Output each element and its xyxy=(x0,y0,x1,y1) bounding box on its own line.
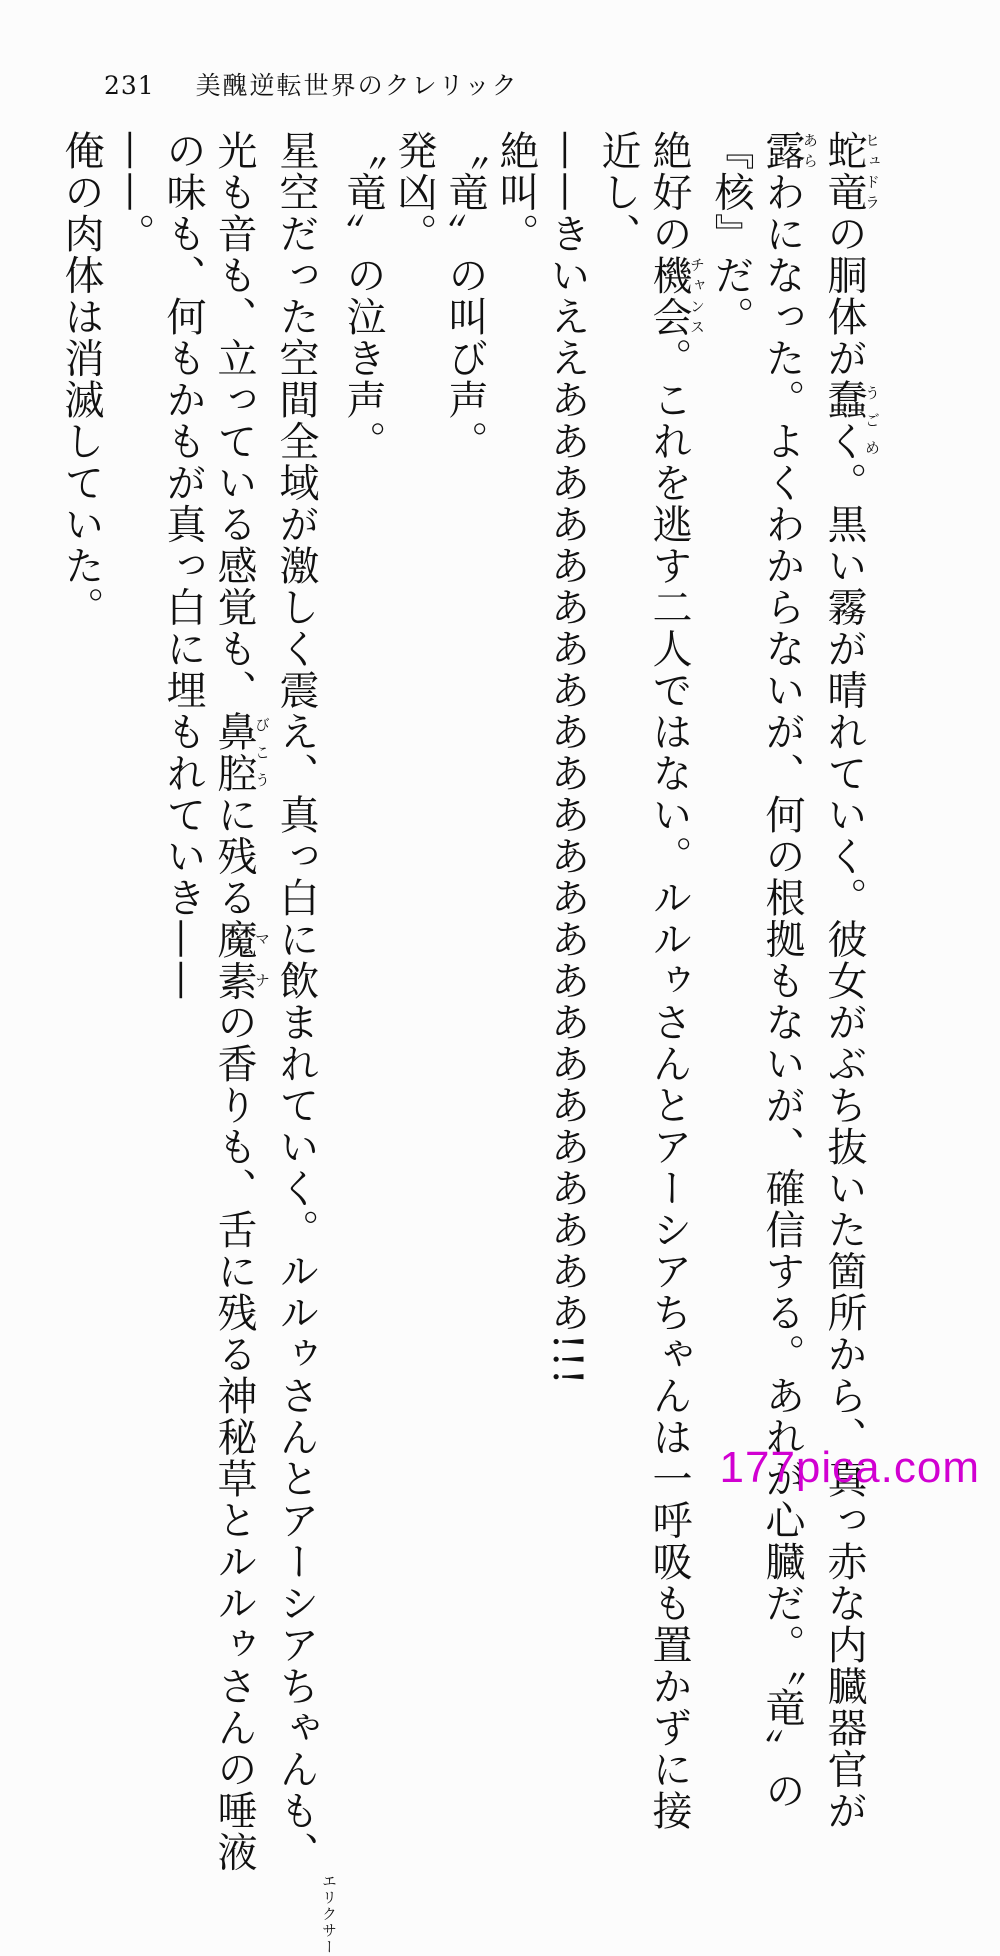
watermark: 177pica.com xyxy=(719,1443,980,1492)
paragraph-8-end: ——。 xyxy=(109,130,155,255)
paragraph-4: 絶叫。 xyxy=(493,130,539,255)
page-header xyxy=(104,66,519,106)
page-number: 231 xyxy=(104,71,155,100)
paragraph-1-cont: 露あらわになった。よくわからないが、何の根拠もないが、確信する。あれが心臓だ。〝竜〟の xyxy=(759,130,819,1812)
ruby-ugome: 蠢くうごめ xyxy=(821,379,881,462)
paragraph-2: 絶好の機会チャンス。これを逃す二人ではない。ルルゥさんとアーシアちゃんは一呼吸も置かずに接 xyxy=(646,130,706,1832)
book-title: 美醜逆転世界のクレリック xyxy=(195,71,519,100)
paragraph-9: 俺の肉体は消滅していた。 xyxy=(58,130,104,628)
ruby-elixir: エリクサー xyxy=(320,1873,338,1956)
ruby-hydra: 蛇竜ヒュドラ xyxy=(821,130,881,213)
ruby-chance: 機会チャンス xyxy=(646,254,706,338)
ruby-mana: 魔素マナ xyxy=(211,918,271,1002)
paragraph-2-end: 近し、 xyxy=(595,130,641,255)
ruby-ara: 露あら xyxy=(759,130,819,172)
dragon-scream: ——きいええあああああああああああああああああああああああ!!! xyxy=(544,130,590,1387)
paragraph-6: 発凶。 xyxy=(391,130,437,255)
paragraph-8-cont: 光も音も、立っている感覚も、鼻腔びこうに残る魔素マナの香りも、舌に残る神秘草とルルゥさんの唾液 xyxy=(211,130,271,1873)
paragraph-1-end: 『核』だ。 xyxy=(708,130,754,338)
paragraph-7: 〝竜〟の泣き声。 xyxy=(340,130,386,462)
ruby-bikou: 鼻腔びこう xyxy=(211,711,271,794)
paragraph-8: 星空だった空間全域が激しく震え、真っ白に飲まれていく。ルルゥさんとアーシアちゃんも、エリクサー xyxy=(273,130,338,1956)
paragraph-1: 蛇竜ヒュドラの胴体が蠢くうごめ。黒い霧が晴れていく。彼女がぶち抜いた箇所から、真っ赤な内臓器官が xyxy=(821,130,881,1832)
paragraph-8-cont2: の味も、何もかもが真っ白に埋もれていき—— xyxy=(160,130,206,1002)
paragraph-5: 〝竜〟の叫び声。 xyxy=(442,130,488,462)
